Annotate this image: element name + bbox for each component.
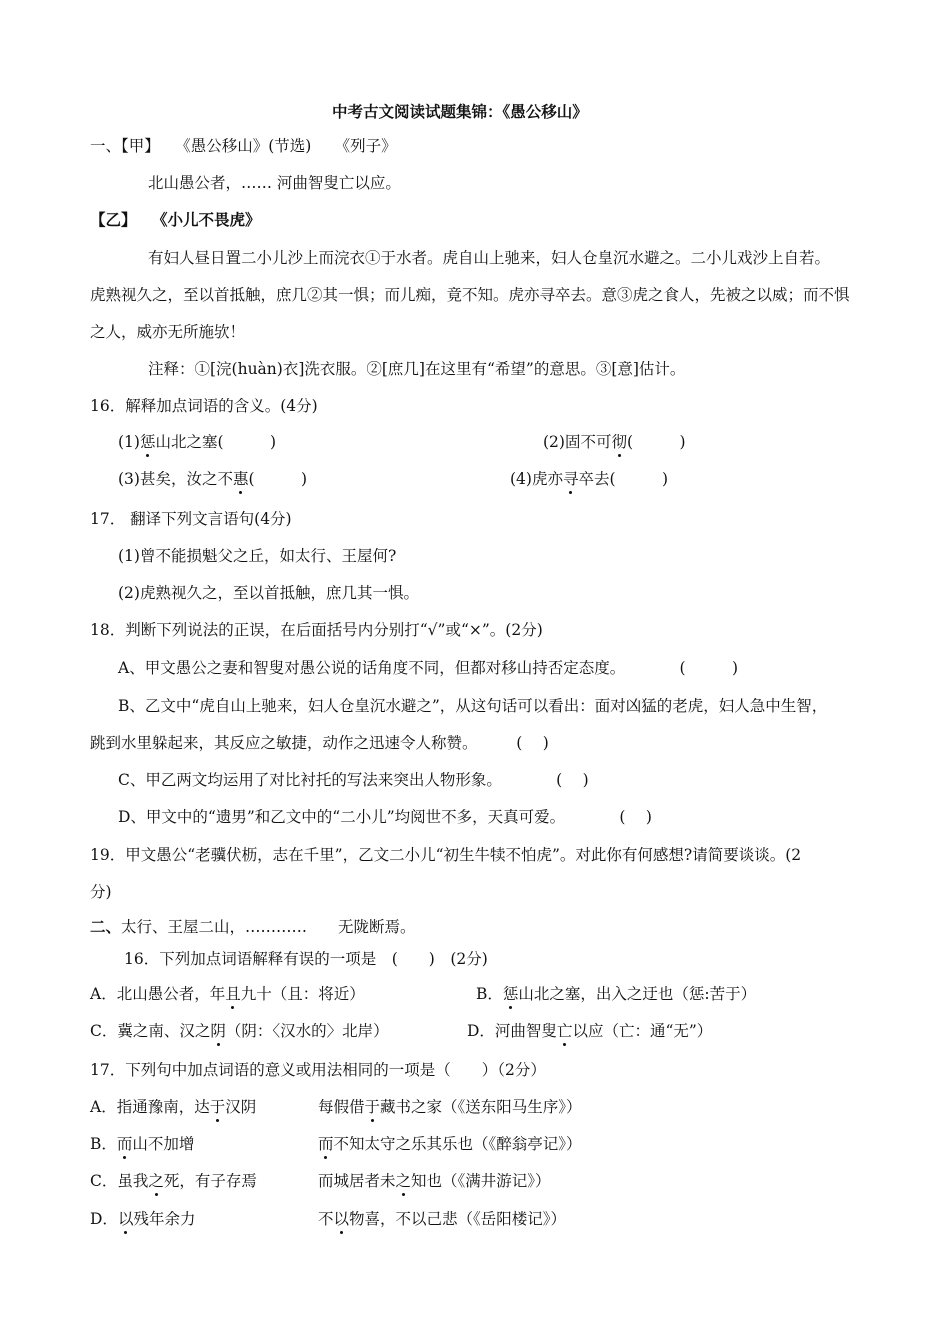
part2-q17-option-a-left: A．指通豫南，达于汉阴 <box>90 1098 257 1116</box>
part2-q16-option-b: B．惩山北之塞，出入之迂也（惩:苦于） <box>476 985 757 1003</box>
part2-q17-option-d-right: 不以物喜，不以己悲（《岳阳楼记》） <box>318 1210 567 1228</box>
part1-heading-b: 【乙】 《小儿不畏虎》 <box>90 211 261 229</box>
part2-question-16: 16．下列加点词语解释有误的一项是 ( ) (2分) <box>124 950 488 968</box>
question-18: 18．判断下列说法的正误，在后面括号内分别打“√”或“×”。(2分) <box>90 621 543 639</box>
question-18-option-b-line2: 跳到水里躲起来，其反应之敏捷，动作之迅速令人称赞。 ( ) <box>90 734 549 752</box>
part2-question-17: 17．下列句中加点词语的意义或用法相同的一项是（ ）（2分） <box>90 1061 546 1079</box>
question-17: 17． 翻译下列文言语句(4分) <box>90 510 292 528</box>
passage-line-3: 之人，威亦无所施欤！ <box>90 323 246 341</box>
question-16: 16．解释加点词语的含义。(4分) <box>90 397 318 415</box>
question-16-item-2: (2)固不可彻( ) <box>543 433 686 451</box>
passage-line-2: 虎熟视久之，至以首抵触，庶几②其一惧；而儿痴，竟不知。虎亦寻卒去。意③虎之食人，先被之以威；而不惧 <box>90 286 850 304</box>
part2-q17-option-d-left: D．以残年余力 <box>90 1210 196 1228</box>
question-17-item-2: (2)虎熟视久之，至以首抵触，庶几其一惧。 <box>118 584 419 602</box>
question-16-item-3: (3)甚矣，汝之不惠( ) <box>118 470 308 488</box>
page-title: 中考古文阅读试题集锦：《愚公移山》 <box>332 103 588 121</box>
annotation-note: 注释：①[浣(huàn)衣]洗衣服。②[庶几]在这里有“希望”的意思。③[意]估计。 <box>148 360 686 378</box>
part2-q17-option-b-left: B．而山不加增 <box>90 1135 195 1153</box>
question-16-item-4: (4)虎亦寻卒去( ) <box>510 470 669 488</box>
part2-q16-option-c: C．冀之南、汉之阴（阴：〈汉水的〉北岸） <box>90 1022 389 1040</box>
question-19-line2: 分) <box>90 883 112 901</box>
question-18-option-d: D、甲文中的“遗男”和乙文中的“二小儿”均阅世不多，天真可爱。 ( ) <box>118 808 652 826</box>
question-16-item-1: (1)惩山北之塞( ) <box>118 433 277 451</box>
part2-q17-option-b-right: 而不知太守之乐其乐也（《醉翁亭记》） <box>318 1135 582 1153</box>
part2-q16-option-a: A．北山愚公者，年且九十（且：将近） <box>90 985 365 1003</box>
part2-q17-option-c-right: 而城居者未之知也（《满井游记》） <box>318 1172 551 1190</box>
part2-q16-option-d: D．河曲智叟亡以应（亡：通“无”） <box>467 1022 713 1040</box>
passage-line-1: 有妇人昼日置二小儿沙上而浣衣①于水者。虎自山上驰来，妇人仓皇沉水避之。二小儿戏沙上自若。 <box>148 249 831 267</box>
part2-q17-option-a-right: 每假借于藏书之家（《送东阳马生序》） <box>318 1098 582 1116</box>
question-18-option-c: C、甲乙两文均运用了对比衬托的写法来突出人物形象。 ( ) <box>118 771 589 789</box>
question-19-line1: 19．甲文愚公“老骥伏枥，志在千里”，乙文二小儿“初生牛犊不怕虎”。对此你有何感想?请简要谈谈。(2 <box>90 846 802 864</box>
question-18-option-b-line1: B、乙文中“虎自山上驰来，妇人仓皇沉水避之”，从这句话可以看出：面对凶猛的老虎，妇人急中生智， <box>118 697 828 715</box>
part1-heading-a: 一、【甲】 《愚公移山》(节选) 《列子》 <box>90 137 397 155</box>
part2-q17-option-c-left: C．虽我之死，有子存焉 <box>90 1172 257 1190</box>
question-17-item-1: (1)曾不能损魁父之丘，如太行、王屋何? <box>118 547 397 565</box>
part2-heading: 二、太行、王屋二山，………… 无陇断焉。 <box>90 918 416 936</box>
part1-text-a: 北山愚公者，…… 河曲智叟亡以应。 <box>148 174 401 192</box>
question-18-option-a: A、甲文愚公之妻和智叟对愚公说的话角度不同，但都对移山持否定态度。 ( ) <box>118 659 739 677</box>
